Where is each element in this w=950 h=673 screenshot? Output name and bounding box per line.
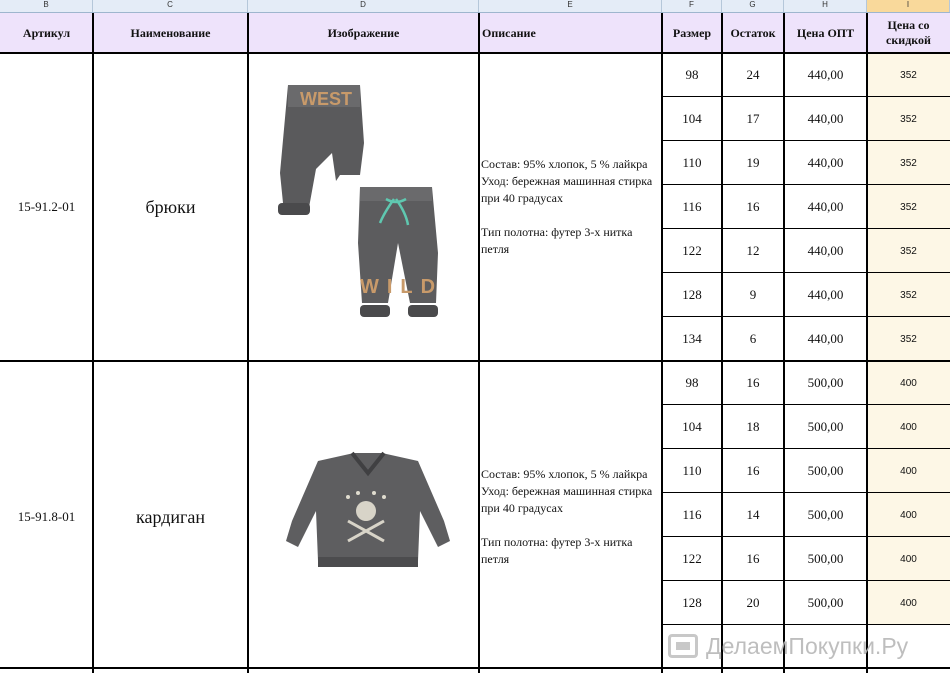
watermark — [668, 628, 950, 664]
header-image[interactable]: Изображение — [248, 13, 479, 53]
product-1-name[interactable]: брюки — [145, 196, 196, 217]
header-discount-price[interactable]: Цена со скидкой — [867, 13, 950, 53]
product-1-stock-cell[interactable]: 24 — [746, 67, 760, 82]
product-2-size-cell[interactable]: 122 — [682, 551, 702, 566]
product-2-size-cell[interactable]: 98 — [685, 375, 699, 390]
product-1-size-cell[interactable]: 122 — [682, 243, 702, 258]
product-2-image-cell[interactable] — [248, 361, 479, 673]
product-1-stock-cell[interactable]: 12 — [746, 243, 760, 258]
product-2-size-cell[interactable]: 128 — [682, 595, 702, 610]
product-2-stock-cell[interactable]: 20 — [746, 595, 760, 610]
column-letter-g[interactable]: G — [722, 0, 784, 12]
product-2-price-cell[interactable]: 500,00 — [807, 551, 844, 566]
product-1-size-cell[interactable]: 98 — [685, 67, 699, 82]
product-1-price-cell[interactable]: 440,00 — [807, 287, 844, 302]
product-1-discount-cell[interactable]: 352 — [867, 185, 950, 229]
product-1-size-cell[interactable]: 128 — [682, 287, 702, 302]
product-2-price-cell[interactable]: 500,00 — [807, 507, 844, 522]
product-2-discount-cell[interactable]: 400 — [867, 361, 950, 405]
product-2-price-cell[interactable]: 500,00 — [807, 595, 844, 610]
product-2-article[interactable]: 15-91.8-01 — [17, 509, 76, 524]
product-1-size-cell[interactable]: 116 — [682, 199, 702, 214]
product-2-stock-cell[interactable]: 16 — [746, 463, 760, 478]
column-letter-d[interactable]: D — [248, 0, 479, 12]
product-2-size-cell[interactable]: 104 — [682, 419, 702, 434]
product-1-price-cell[interactable]: 440,00 — [807, 67, 844, 82]
product-1-discount-cell[interactable]: 352 — [867, 97, 950, 141]
product-1-price-cell[interactable]: 440,00 — [807, 155, 844, 170]
product-2-price-cell[interactable]: 500,00 — [807, 419, 844, 434]
column-letter-e[interactable]: E — [479, 0, 662, 12]
product-1-stock-cell[interactable]: 9 — [749, 287, 757, 302]
product-1-price-cell[interactable]: 440,00 — [807, 243, 844, 258]
product-1-discount-cell[interactable]: 352 — [867, 53, 950, 97]
product-2-description[interactable]: Состав: 95% хлопок, 5 % лайкра Уход: бережная машинная стирка при 40 градусах Тип полотна: футер 3-х нитка петля — [481, 467, 653, 566]
product-1-price-cell[interactable]: 440,00 — [807, 111, 844, 126]
spreadsheet-grid — [0, 13, 950, 673]
column-letter-i[interactable]: I — [867, 0, 950, 12]
product-2-discount-cell[interactable]: 400 — [867, 537, 950, 581]
product-1-discount-cell[interactable]: 352 — [867, 273, 950, 317]
pants-west-print: WEST — [300, 89, 352, 109]
product-1-image-cell[interactable] — [248, 53, 479, 361]
column-letter-c[interactable]: C — [93, 0, 248, 12]
product-1-stock-cell[interactable]: 6 — [749, 331, 757, 346]
product-1-article[interactable]: 15-91.2-01 — [17, 199, 76, 214]
product-2-stock-cell[interactable]: 18 — [746, 419, 760, 434]
product-1-stock-cell[interactable]: 16 — [746, 199, 760, 214]
product-2-discount-cell[interactable]: 400 — [867, 493, 950, 537]
header-name[interactable]: Наименование — [93, 13, 248, 53]
pants-photo — [248, 53, 479, 361]
product-2-stock-cell[interactable]: 16 — [746, 375, 760, 390]
product-1-discount-cell[interactable]: 352 — [867, 141, 950, 185]
header-description[interactable]: Описание — [479, 13, 662, 53]
pants-wild-print: WILD — [360, 276, 444, 298]
header-stock[interactable]: Остаток — [722, 13, 784, 53]
product-1-size-cell[interactable]: 134 — [682, 331, 702, 346]
product-1-size-cell[interactable]: 104 — [682, 111, 702, 126]
product-1-discount-cell[interactable]: 352 — [867, 317, 950, 361]
product-1-price-cell[interactable]: 440,00 — [807, 199, 844, 214]
column-letter-f[interactable]: F — [662, 0, 722, 12]
product-1-price-cell[interactable]: 440,00 — [807, 331, 844, 346]
header-size[interactable]: Размер — [662, 13, 722, 53]
product-1-stock-cell[interactable]: 17 — [746, 111, 760, 126]
product-2-size-cell[interactable]: 116 — [682, 507, 702, 522]
product-2-discount-cell[interactable]: 400 — [867, 405, 950, 449]
product-2-price-cell[interactable]: 500,00 — [807, 463, 844, 478]
product-2-size-cell[interactable]: 110 — [682, 463, 702, 478]
watermark-text: ДелаемПокупки.Ру — [706, 632, 909, 659]
product-2-price-cell[interactable]: 500,00 — [807, 375, 844, 390]
product-2-discount-cell[interactable]: 400 — [867, 449, 950, 493]
column-letter-b[interactable]: B — [0, 0, 93, 12]
product-1-discount-cell[interactable]: 352 — [867, 229, 950, 273]
header-price[interactable]: Цена ОПТ — [784, 13, 867, 53]
header-article[interactable]: Артикул — [0, 13, 93, 53]
product-2-stock-cell[interactable]: 14 — [746, 507, 760, 522]
product-1-stock-cell[interactable]: 19 — [746, 155, 760, 170]
column-letter-h[interactable]: H — [784, 0, 867, 12]
product-1-size-cell[interactable]: 110 — [682, 155, 702, 170]
product-2-name[interactable]: кардиган — [135, 506, 206, 527]
product-2-stock-cell[interactable]: 16 — [746, 551, 760, 566]
shopping-cart-icon — [668, 634, 698, 658]
cardigan-photo — [248, 361, 479, 673]
column-header-bar — [0, 0, 950, 13]
product-2-discount-cell[interactable]: 400 — [867, 581, 950, 625]
product-1-description[interactable]: Состав: 95% хлопок, 5 % лайкра Уход: бережная машинная стирка при 40 градусах Тип полотна: футер 3-х нитка петля — [481, 157, 653, 256]
